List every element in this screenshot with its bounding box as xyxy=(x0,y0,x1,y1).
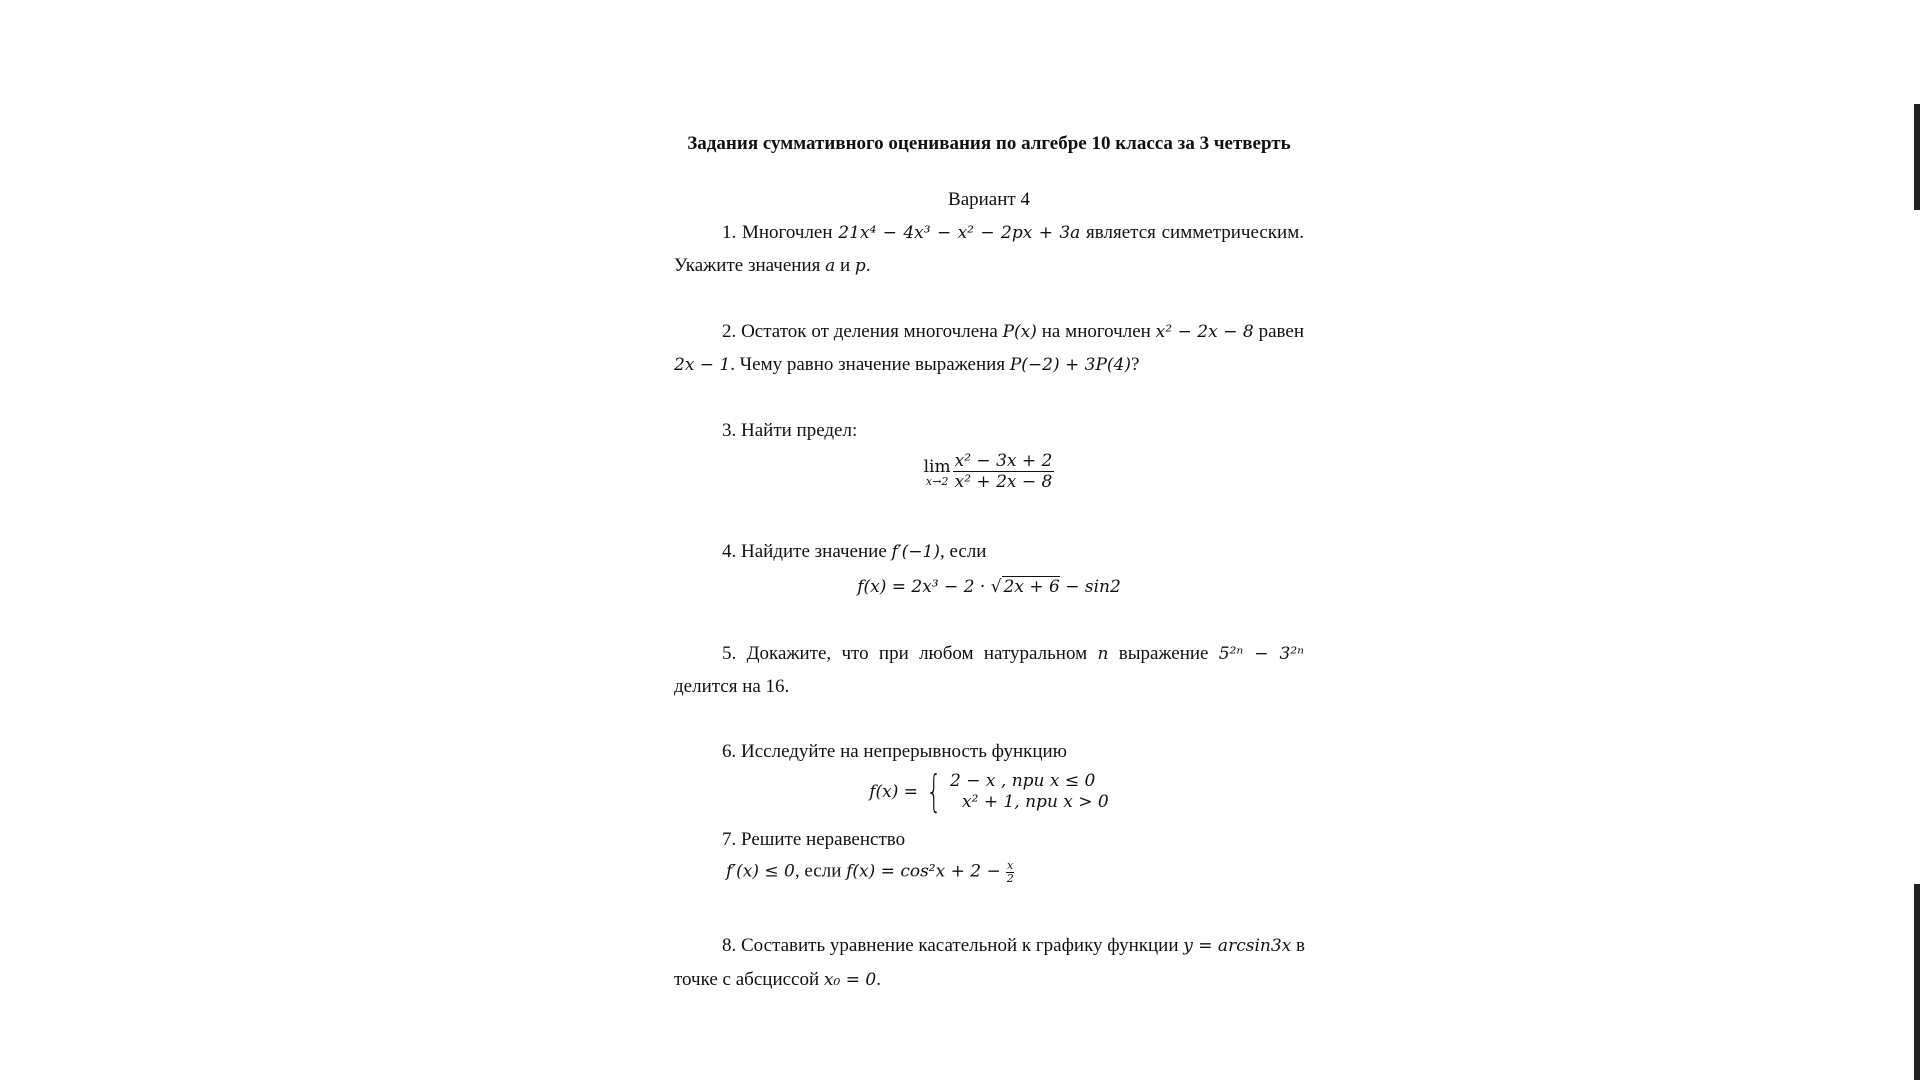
task-2-text-d: . Чему равно значение выражения xyxy=(730,354,1010,375)
scrollbar-top[interactable] xyxy=(1914,104,1920,210)
task-4-formula xyxy=(674,576,1304,598)
task-8-line-1 xyxy=(674,935,1304,957)
piecewise-cases xyxy=(950,771,1109,814)
task-1-and: и xyxy=(835,255,855,276)
task-2-line-2 xyxy=(674,354,1304,376)
scrollbar-bottom[interactable] xyxy=(1914,884,1920,1080)
limit-sub: x→2 xyxy=(925,474,949,488)
task-1-polynomial: 21x⁴ − 4x³ − x² − 2px + 3a xyxy=(838,223,1081,243)
task-4-text: 4. Найдите значение xyxy=(722,541,892,562)
task-8-x0: x₀ = 0 xyxy=(823,970,877,990)
limit-denominator: x² + 2x − 8 xyxy=(954,472,1053,492)
task-1-text: 1. Многочлен xyxy=(722,222,839,243)
task-8-text-b: в xyxy=(1291,935,1305,956)
task-1-line-2 xyxy=(674,255,1304,277)
task-1-var-p: p xyxy=(854,256,866,276)
document-page xyxy=(674,0,1304,1080)
task-2-divisor: x² − 2x − 8 xyxy=(1155,322,1254,342)
task-5-line-2: делится на 16. xyxy=(674,676,790,697)
task-5-line-1 xyxy=(674,643,1304,665)
task-4-radicand: 2x + 6 xyxy=(1003,577,1060,597)
limit-numerator: x² − 3x + 2 xyxy=(954,451,1053,471)
task-7-frac-num: x xyxy=(1007,859,1014,872)
task-6-piecewise xyxy=(674,766,1304,817)
task-5-text: 5. Докажите, что при любом натуральном xyxy=(722,643,1098,664)
task-4-formula-b: − sin2 xyxy=(1059,577,1121,597)
task-1-text-b: является симметрическим. xyxy=(1080,222,1304,243)
task-3-text: 3. Найти предел: xyxy=(722,420,858,441)
piecewise-case-2: x² + 1, при x > 0 xyxy=(962,792,1109,812)
task-3-limit xyxy=(674,451,1304,492)
task-4-derivative: f′(−1) xyxy=(891,542,940,562)
task-7-frac-den: 2 xyxy=(1006,871,1014,885)
task-7-text: 7. Решите неравенство xyxy=(722,829,906,850)
task-7-formula xyxy=(674,860,1356,884)
task-2-expression: P(−2) + 3P(4) xyxy=(1009,355,1131,375)
task-8-text: 8. Составить уравнение касательной к графику функции xyxy=(722,935,1184,956)
task-7-inequality: f′(x) ≤ 0 xyxy=(726,861,795,882)
task-8-function: y = arcsin3x xyxy=(1183,936,1292,956)
task-7-function: f(x) = cos²x + 2 − xyxy=(846,861,1007,882)
piecewise-case-1: 2 − x , при x ≤ 0 xyxy=(950,770,1096,791)
task-5-n: n xyxy=(1097,644,1109,664)
task-4-line-1 xyxy=(674,541,1304,563)
task-2-text: 2. Остаток от деления многочлена xyxy=(722,321,1003,342)
task-1-var-a: a xyxy=(825,256,836,276)
piecewise-lhs: f(x) = xyxy=(869,782,919,802)
task-5-text-b: выражение xyxy=(1108,643,1219,664)
task-1-line-1 xyxy=(674,222,1304,244)
task-2-text-c: равен xyxy=(1253,321,1304,342)
limit-fraction xyxy=(953,451,1055,492)
task-2-text-b: на многочлен xyxy=(1036,321,1156,342)
task-2-line-1 xyxy=(674,321,1304,343)
task-4-formula-a: f(x) = 2x³ − 2 · √ xyxy=(857,577,1002,597)
task-8-line-2-text: точке с абсциссой xyxy=(674,969,824,990)
task-2-end: ? xyxy=(1130,354,1140,375)
task-6-text: 6. Исследуйте на непрерывность функцию xyxy=(722,741,1067,762)
task-2-px: P(x) xyxy=(1002,322,1037,342)
left-brace-icon: { xyxy=(926,766,942,817)
task-2-remainder: 2x − 1 xyxy=(674,355,731,375)
document-title: Задания суммативного оценивания по алгебре 10 класса за 3 четверть xyxy=(687,133,1291,154)
task-7-if: , если xyxy=(794,860,847,882)
task-1-line-2-text: Укажите значения xyxy=(674,255,826,276)
task-1-end: . xyxy=(865,255,871,276)
limit-lim: lim xyxy=(923,456,951,477)
task-4-text-b: , если xyxy=(939,541,987,562)
task-7-fraction xyxy=(1006,860,1014,884)
variant-label: Вариант 4 xyxy=(948,189,1030,210)
limit-operator xyxy=(924,457,951,487)
task-8-end: . xyxy=(876,969,881,990)
task-5-expression: 5²ⁿ − 3²ⁿ xyxy=(1218,644,1305,664)
task-8-line-2 xyxy=(674,969,1304,991)
